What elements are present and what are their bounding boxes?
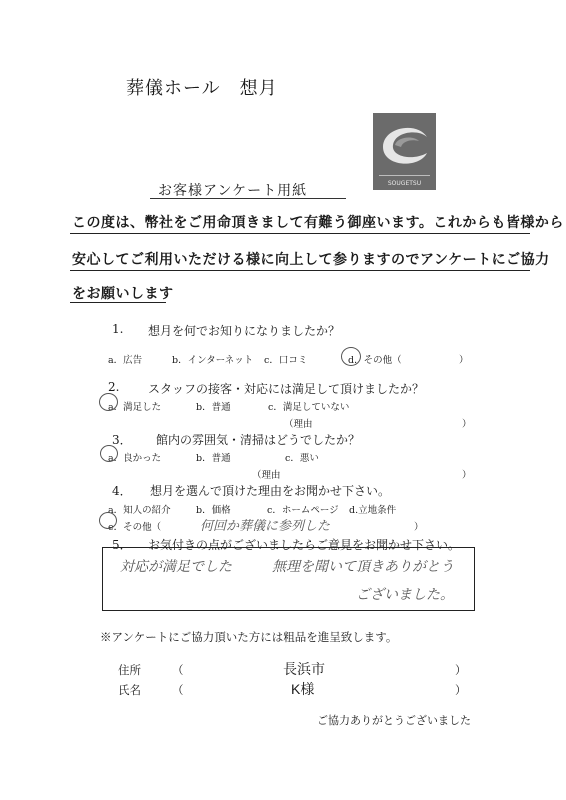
address-value: 長浜市	[283, 661, 325, 677]
q2-number: 2.	[108, 380, 120, 394]
q1-option-c: c．口コミ	[264, 355, 308, 366]
q4-handwritten-other: 何回か葬儀に参列した	[200, 519, 331, 534]
q4-text: 想月を選んで頂けた理由をお聞かせ下さい。	[150, 484, 391, 498]
q3-number: 3．	[112, 433, 132, 447]
name-value: K様	[291, 681, 315, 697]
q4-option-d: d.立地条件	[349, 505, 397, 516]
q2-answer-circle	[99, 393, 118, 411]
q3-option-c: c．悪い	[285, 453, 319, 464]
q2-reason-close: ）	[462, 419, 472, 430]
q1-option-d: d．その他（	[348, 355, 402, 366]
intro-underline-2	[70, 270, 530, 271]
survey-title-underline	[150, 198, 346, 199]
q5-text: お気付きの点がございましたらご意見をお聞かせ下さい。	[148, 538, 461, 552]
q1-option-d-close: ）	[459, 355, 469, 366]
q4-option-e-close: ）	[414, 522, 424, 533]
hall-title: 葬儀ホール 想月	[126, 78, 278, 99]
q3-option-a: a．良かった	[108, 453, 162, 464]
name-open-paren: （	[172, 683, 184, 697]
intro-underline-3	[70, 302, 166, 303]
q4-option-c: c．ホームページ	[267, 505, 339, 516]
q1-option-b: b．インターネット	[172, 355, 254, 366]
q2-option-b: b．普通	[196, 402, 231, 413]
address-label: 住所	[118, 663, 141, 677]
q2-option-a: a．満足した	[108, 402, 162, 413]
q1-answer-circle	[341, 347, 361, 366]
gift-note: ※アンケートにご協力頂いた方には粗品を進呈致します。	[100, 630, 398, 644]
q4-answer-circle	[99, 512, 117, 529]
q3-reason-label: （理由	[252, 470, 281, 481]
q4-option-a: a．知人の紹介	[108, 505, 171, 516]
q3-reason-close: ）	[462, 470, 472, 481]
name-label: 氏名	[118, 683, 141, 697]
q3-answer-circle	[100, 445, 118, 462]
q4-number: 4．	[112, 484, 132, 498]
q3-text: 館内の雰囲気・清掃はどうでしたか？	[156, 433, 361, 447]
logo-text: SOUGETSU	[387, 180, 422, 187]
logo-swirl-icon	[373, 113, 436, 190]
q5-handwritten-line-3: ございました。	[356, 587, 454, 603]
address-close-paren: ）	[455, 663, 467, 677]
intro-line-1: この度は、幣社をご用命頂きまして有難う御座います。これからも皆様から	[72, 215, 564, 231]
q5-number: 5．	[112, 538, 132, 552]
q4-option-e: e．その他（	[108, 522, 162, 533]
intro-line-2: 安心してご利用いただける様に向上して参りますのでアンケートにご協力	[72, 252, 550, 268]
q5-handwritten-line-2: 無理を聞いて頂きありがとう	[272, 559, 454, 575]
q4-option-b: b．価格	[196, 505, 231, 516]
intro-underline-1	[70, 233, 530, 234]
sougetsu-logo	[373, 113, 436, 190]
q5-handwritten-line-1: 対応が満足でした	[120, 559, 232, 575]
q1-number: 1.	[112, 322, 124, 336]
q1-option-a: a．広告	[108, 355, 143, 366]
q2-reason-label: （理由	[284, 419, 313, 430]
closing-thanks: ご協力ありがとうございました	[317, 714, 471, 727]
q3-option-b: b．普通	[196, 453, 231, 464]
q2-option-c: c．満足していない	[268, 402, 350, 413]
q1-text: 想月を何でお知りになりましたか？	[148, 324, 341, 338]
survey-title: お客様アンケート用紙	[158, 183, 308, 199]
intro-line-3: をお願いします	[72, 286, 174, 302]
address-open-paren: （	[172, 663, 184, 677]
name-close-paren: ）	[455, 683, 467, 697]
q2-text: スタッフの接客・対応には満足して頂けましたか？	[148, 382, 425, 396]
